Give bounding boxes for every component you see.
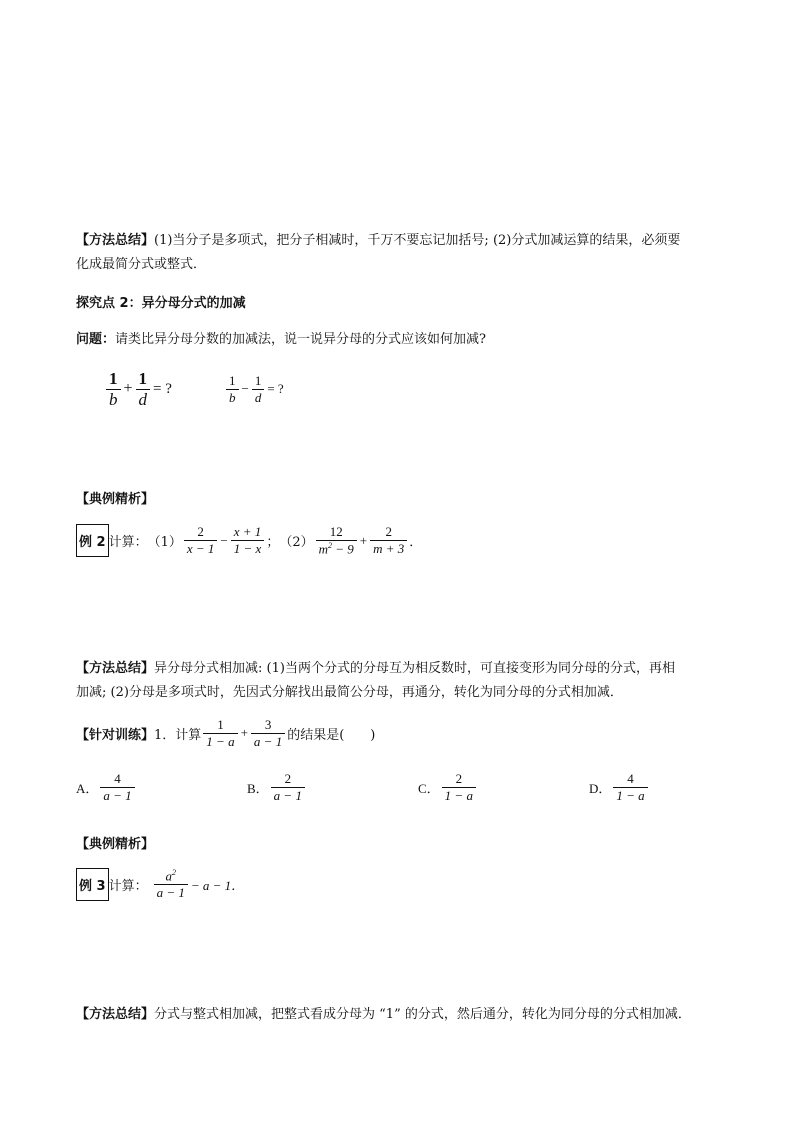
practice-question: 【针对训练】 1．计算 $\frac{1}{1 - a}$ + $\frac{3}{a - 1}$ 的结果是( )	[76, 717, 376, 749]
formula-subtraction: $\frac{1}{b}$ − $\frac{1}{d}$ = ?	[224, 374, 285, 404]
fraction: $\frac{2}{1 - a}$	[442, 772, 476, 802]
fraction: $\frac{1}{b}$	[226, 374, 239, 404]
fraction: $\frac{2}{x - 1}$	[184, 525, 218, 555]
example-heading: 【典例精析】	[76, 837, 155, 852]
fraction: $\frac{3}{a - 1}$	[251, 718, 285, 748]
fraction: $\frac{2}{a - 1}$	[271, 772, 305, 802]
method-summary-1	[76, 229, 680, 277]
example-label: 计算：	[108, 535, 148, 550]
fraction: $\frac{a^2}{a - 1}$	[154, 869, 188, 900]
practice-tag: 【针对训练】	[76, 727, 155, 743]
fraction: $\frac{1}{d}$	[252, 374, 265, 404]
fraction: $\frac{x + 1}{1 - x}$	[231, 525, 265, 555]
example-number-box: 例 3	[76, 868, 109, 901]
example-heading: 【典例精析】	[76, 492, 155, 507]
summary-text-line1: (1)当分子是多项式，把分子相减时，千万不要忘记加括号; (2)分式加减运算的结果，必须要	[154, 233, 681, 248]
question	[76, 328, 486, 347]
section-title: 探究点 2：异分母分式的加减	[76, 296, 246, 311]
fraction: $\frac{1}{d}$	[136, 370, 151, 409]
fraction: $\frac{2}{m + 3}$	[370, 525, 407, 555]
example-label: 计算：	[108, 879, 148, 894]
example-2: 例 2 计算： （1） $\frac{2}{x - 1}$ − $\frac{x + 1}{1 - x}$ ； （2） $\frac{12}{m^2 - 9}$ + $\frac{2}{m + 3}$ ．	[76, 524, 422, 557]
fraction: $\frac{4}{1 - a}$	[613, 772, 647, 802]
example-3: 例 3 计算： $\frac{a^2}{a - 1}$ − a − 1．	[76, 868, 245, 901]
fraction: $\frac{1}{b}$	[106, 370, 121, 409]
question-text: 请类比异分母分数的加减法，说一说异分母的分式应该如何加减?	[115, 332, 486, 347]
example-number-box: 例 2	[76, 524, 109, 557]
formula-addition: $\frac{1}{b}$ + $\frac{1}{d}$ = ?	[104, 370, 173, 409]
option-a[interactable]: A． $\frac{4}{a - 1}$	[76, 772, 137, 802]
summary-tag: 【方法总结】	[76, 233, 155, 248]
option-c[interactable]: C． $\frac{2}{1 - a}$	[418, 772, 478, 802]
method-summary-2: 【方法总结】异分母分式相加减: (1)当两个分式的分母互为相反数时，可直接变形为同分母的分式，再相 加减; (2)分母是多项式时，先因式分解找出最简公分母，再通分，转化为同分母的分式相加减．	[76, 661, 675, 700]
summary-text-line2: 化成最简分式或整式．	[76, 257, 207, 272]
question-tag: 问题：	[76, 332, 116, 347]
summary-tag: 【方法总结】	[76, 661, 155, 676]
fraction: $\frac{1}{1 - a}$	[203, 718, 237, 748]
fraction: $\frac{12}{m^2 - 9}$	[316, 525, 357, 556]
fraction: $\frac{4}{a - 1}$	[100, 772, 134, 802]
option-d[interactable]: D． $\frac{4}{1 - a}$	[589, 772, 650, 802]
method-summary-3: 【方法总结】分式与整式相加减，把整式看成分母为 “1” 的分式，然后通分，转化为同分母的分式相加减．	[76, 1007, 691, 1022]
summary-tag: 【方法总结】	[76, 1007, 155, 1022]
option-b[interactable]: B． $\frac{2}{a - 1}$	[247, 772, 307, 802]
